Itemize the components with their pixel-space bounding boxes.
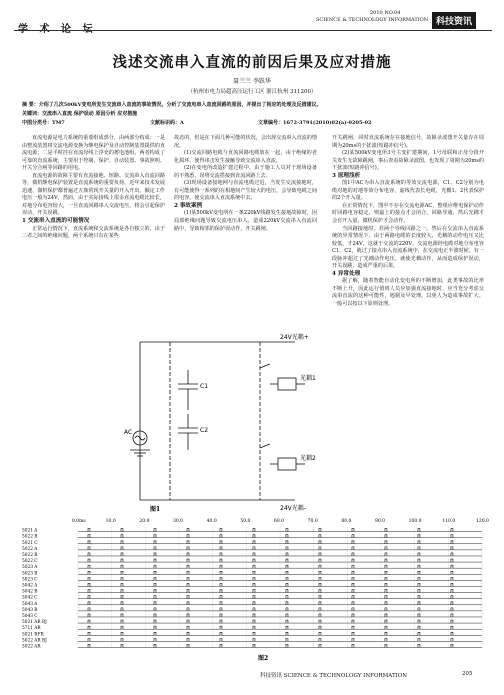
- channel-pulses: [88, 583, 453, 586]
- column-1: [22, 135, 165, 241]
- paragraph: 当回路接地时，若两个导线回路之一，然后在交流串入直流系统的异常情况下，由于两路电缆的长度较大，光耦的动作电压又比较低，才24V，这就于交流的220V，交流电源经电缆对地分布电容C1、C2，就过了接点串入直流系统中，在交流电正半波时候，有一段脉冲超过了光耦动作电压，就使光耦动作，从而造成保护误动，开关误跳，造成严重的后果。: [332, 225, 484, 270]
- section-heading: 2 事故案例: [174, 202, 203, 209]
- doc-code: 文献标识码：A: [150, 120, 184, 126]
- axis-tick-label: 60.0: [274, 519, 285, 524]
- channel-pulses: [88, 614, 453, 617]
- affiliation: （杭州市电力局超高压运行工区 浙江杭州 311200）: [187, 89, 317, 95]
- journal-english-name: SCIENCE & TECHNOLOGY INFORMATION: [316, 17, 429, 23]
- axis-tick-label: 30.0: [173, 519, 184, 524]
- channel-pulses: [88, 529, 453, 532]
- axis-tick-label: 20.0: [139, 519, 150, 524]
- channel-label: 5022 B: [22, 534, 38, 540]
- journal-brand: 科技资讯: [432, 12, 476, 29]
- axis-tick-label: 50.0: [240, 519, 251, 524]
- label-c2: C2: [200, 427, 209, 434]
- figure-2-waveforms: [20, 515, 490, 662]
- axis-tick-label: 120.0: [476, 519, 489, 524]
- paragraph: 故态的，但是在下面几种可能的状况，会出现交流串入直流的情况。: [174, 135, 317, 149]
- channel-label: 5043 B: [22, 607, 38, 613]
- channel-label: 5043 A: [22, 601, 38, 607]
- channel-pulses: [88, 602, 453, 605]
- label-24v-plus: 24V光耦+: [280, 334, 309, 341]
- channel-pulses: [88, 626, 453, 629]
- column-label: [18, 20, 96, 35]
- paragraph: 图1中AC为串入直流系统的等效交流电源，C1、C2分别为电缆对地的对地等效分布电容，虚线代表长电缆，光耦1、2代表保护的2个开入量。: [332, 180, 484, 202]
- header-rule: [14, 30, 492, 31]
- axis-tick-label: 10.0: [105, 519, 116, 524]
- channel-pulses: [88, 644, 453, 647]
- channel-label: 5042 B: [22, 589, 38, 595]
- footer-journal: 科技资讯 SCIENCE & TECHNOLOGY INFORMATION: [260, 673, 408, 679]
- channel-pulses: [88, 547, 453, 550]
- section-heading: 1 交流串入直流的可能情况: [22, 218, 90, 225]
- channel-pulses: [88, 608, 453, 611]
- channel-label: 5022 AR BJ: [22, 638, 47, 644]
- channel-label: 5043 C: [22, 613, 38, 619]
- label-opto-1: 光耦1: [300, 375, 316, 382]
- page-number: 205: [462, 671, 473, 677]
- paragraph: (2)某500kV变电所3号主变扩建期间，1号母联和正母分段开关发生无故障跳闸，事后查看故障录波图，也发现了周期为20ms的干扰波(短路冲信号)。: [332, 150, 484, 172]
- figure-2-caption: 图2: [258, 655, 269, 662]
- channel-label: 5023 C: [22, 577, 38, 583]
- axis-tick-label: 40.0: [206, 519, 217, 524]
- channel-label: 5023 A: [22, 565, 38, 571]
- channel-pulses: [88, 620, 453, 623]
- channel-pulses: [88, 596, 453, 599]
- section-heading: 3 原理浅析: [332, 172, 361, 179]
- axis-tick-label: 80.0: [341, 519, 352, 524]
- column-2: [174, 135, 317, 233]
- label-c1: C1: [200, 383, 209, 390]
- paragraph: (2)在变电所改造扩建过程中，由于施工人员对于现场设备的不熟悉，误将交流搭接到直流回路上去。: [174, 165, 317, 179]
- clc-number: 中图分类号：TM7: [22, 120, 65, 126]
- figure-1-circuit: [120, 330, 335, 513]
- axis-tick-label: 90.0: [375, 519, 386, 524]
- issue-number: 2010 NO.04: [370, 10, 401, 16]
- channel-label: 5023 B: [22, 571, 38, 577]
- channel-label: 5022 B: [22, 552, 38, 558]
- paragraph: (1)交流回路电缆与直流回路电缆放在一起，由于绝缘的老化损坏，使得串击发生接触导致交流串入直流。: [174, 150, 317, 164]
- channel-pulses: [88, 565, 453, 568]
- paragraph: 直流电源是电力系统的重要组成部分，由两部分构成：一是由整流装置将交流电源变换为继电保护及自动控制装置提供的直流电源；二是平时挂在直流母线上浮充的蓄电池组，两者构成了可靠的直流系统，主要用于控制、保护、自动装置、事故照明、开关分合闸等回路的用电。: [22, 135, 165, 172]
- channel-label: 5022 A: [22, 546, 38, 552]
- channel-pulses: [88, 638, 453, 641]
- channel-label: 5042 C: [22, 595, 38, 601]
- article-title: 浅述交流串入直流的前因后果及应对措施: [112, 55, 392, 71]
- paragraph: 在正常情况下，图中不存在交流电源AC，整组应维电保护动作时回路电容稳定，则最上的接点才会闭合，回路导通，然后光耦才会有开入量，微机保护才会动作。: [332, 202, 484, 225]
- channel-pulses: [88, 632, 453, 635]
- keywords: 关键词：交流串入直流 保护误动 原因分析 应对措施: [22, 111, 138, 117]
- figure-1-caption: 图1: [150, 506, 161, 513]
- channel-pulses: [88, 535, 453, 538]
- channel-label: 5021 C: [22, 540, 38, 546]
- channel-pulses: [88, 553, 453, 556]
- label-ac: AC: [124, 429, 133, 436]
- axis-tick-label: 70.0: [307, 519, 318, 524]
- article-number: 文章编号：1672-3791(2010)02(a)-0205-02: [258, 120, 372, 126]
- paragraph: 据了解，随着智能自动化变电所的不断增加，此类事故的比率不断上升，因此运行值班人员应加强直流接地时，应当充分考虑交流串直流的这种可能性，遏制及早处理，以免人为造成事故扩大。一般可以按以下原则处理。: [332, 278, 484, 308]
- label-opto-2: 光耦2: [300, 455, 316, 462]
- channel-label: 5021 AR BJ: [22, 620, 47, 626]
- channel-pulses: [88, 590, 453, 593]
- section-heading: 4 异常处理: [332, 270, 361, 277]
- paragraph: 开关跳闸，同时直流系统存在接地信号，故障录波图开关量存在周期为20ms的干扰波(短路冲信号)。: [332, 135, 484, 149]
- channel-label: 5022 C: [22, 559, 38, 565]
- paragraph: 正常运行情况下，直流系统和交流系统是各自独立的，由于二者之间的绝缘问题，两个系统只有在某些: [22, 225, 165, 240]
- channel-pulses: [88, 559, 453, 562]
- channel-label: 5711 AR: [22, 626, 41, 632]
- channel-label: 5022 AR: [22, 644, 41, 650]
- channel-pulses: [88, 541, 453, 544]
- paragraph: (1)某500kV变电所在一条220kV线路发生接地故障时，因局部绝缘问题导致交流电压串入，造成220kV交流串入直流回路中，导致相邻的保护误动作，开关跳闸。: [174, 210, 317, 232]
- authors: 聂兰兰 李跃华: [233, 78, 271, 85]
- abstract: 摘 要：介绍了几次500kV变电所发生交流串入直流的事故情况，分析了交流电串入直流回路的原因，并提出了相应的处理及反措建议。: [22, 102, 322, 108]
- paragraph: 直流电源的故障主要有直流接地、短路、交流串入直流回路等，微机继电保护装置是直流系统的重要负荷，近年来技术发展迅速，微机保护都普遍过五瓶常现开关量的开入开出，额定工作电压一般为24V，然而，由于实际接线上很多直流电缆比较长，对地分布电容较大，一旦直流回路串入交流电压，将会引起保护误动，开关误跳。: [22, 172, 165, 217]
- axis-tick-label: 100.0: [408, 519, 422, 524]
- label-24v-minus: 24V光耦-: [280, 505, 306, 512]
- channel-label: 5021 RFR: [22, 632, 44, 638]
- paragraph: (3)现场设备接地网与直流电缆过近，当发生交流接地时，有可能使得一系列的在相地间产生较大的电压，会导致电缆之间的电容，使交流串入直流系统中去。: [174, 180, 317, 202]
- channel-pulses: [88, 571, 453, 574]
- axis-tick-label: 110.0: [442, 519, 456, 524]
- column-3: [332, 135, 484, 309]
- channel-label: 5042 A: [22, 583, 38, 589]
- channel-label: 5021 A: [22, 528, 38, 534]
- channel-pulses: [88, 577, 453, 580]
- axis-tick-label: 0.0ms: [72, 519, 86, 524]
